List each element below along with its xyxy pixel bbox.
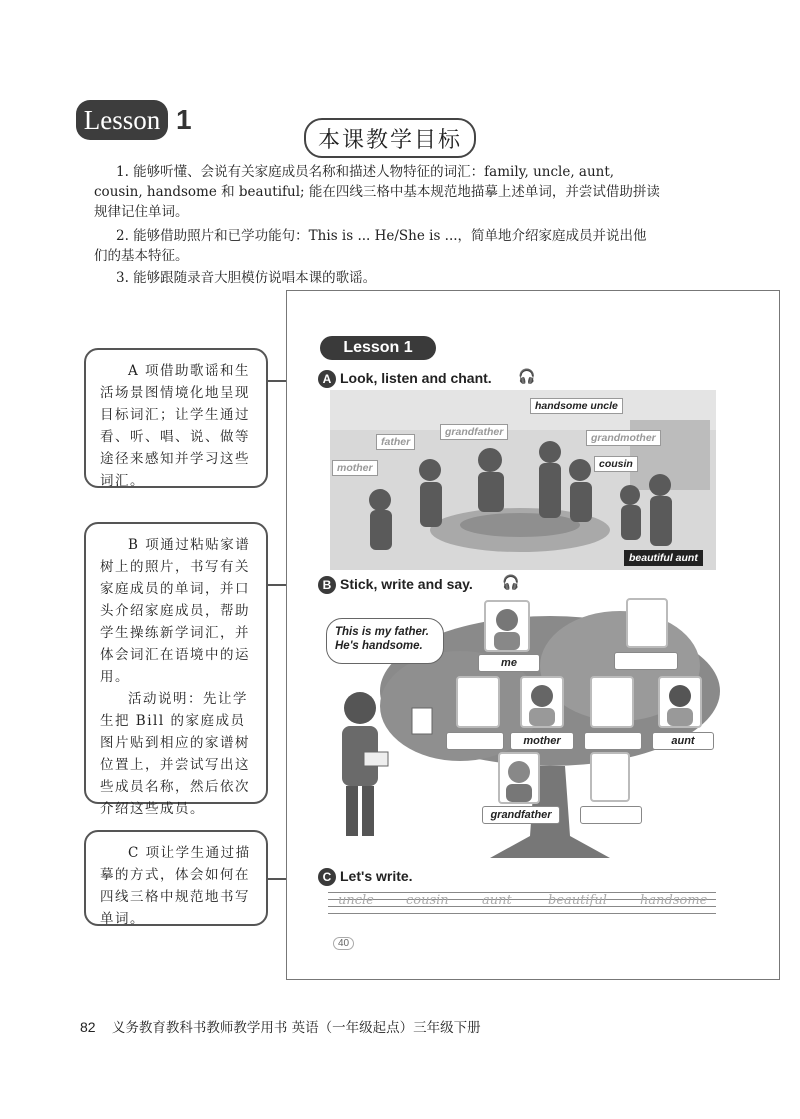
note-b-text-1: B 项通过粘贴家谱树上的照片，书写有关家庭成员的单词，并口头介绍家庭成员，帮助学生操练新学词汇，并体会词汇在语境中的运用。 [100,537,251,685]
goal-3 [94,268,704,288]
photo-frame-empty-right[interactable] [590,676,634,728]
tag-mother: mother [332,460,378,476]
page-footer [80,1016,481,1036]
photo-frame-aunt[interactable] [658,676,702,728]
note-b-text-2: 活动说明：先让学生把 Bill 的家庭成员图片贴到相应的家谱树位置上，并尝试写出这些成员名称，然后依次介绍这些成员。 [100,691,250,817]
footer-book-title: 义务教育教科书教师教学用书 英语（一年级起点）三年级下册 [111,1020,481,1036]
photo-frame-empty-top[interactable] [626,598,668,648]
write-line-4 [328,913,716,914]
tag-grandfather: grandfather [440,424,508,440]
boy-portrait-icon [486,602,528,650]
textbook-lesson-label: Lesson 1 [320,336,436,360]
lesson-word: Lesson [83,104,161,135]
headphone-icon: 🎧 [518,369,536,385]
family-dinner-illustration [330,390,716,570]
note-a [84,348,268,488]
section-a-letter: A [318,370,336,388]
textbook-page-number: 40 [333,937,354,950]
goal-3-line1: 3. 能够跟随录音大胆模仿说唱本课的歌谣。 [116,270,377,286]
note-c-text: C 项让学生通过描摹的方式，体会如何在四线三格中规范地书写单词。 [100,845,251,927]
section-c-letter: C [318,868,336,886]
tag-grandmother: grandmother [586,430,661,446]
aunt-portrait-icon [660,678,700,726]
tree-label-me: me [478,654,540,672]
section-b-title: Stick, write and say. [340,576,473,592]
note-b [84,522,268,817]
speech-line-2: He's handsome. [335,640,423,652]
photo-frame-empty-bottom[interactable] [590,752,630,802]
tree-label-blank-right[interactable] [584,732,642,750]
scene-lazy-susan [460,513,580,537]
tree-label-aunt: aunt [652,732,714,750]
section-c-title: Let's write. [340,868,413,884]
photo-frame-empty-left[interactable] [456,676,500,728]
note-c [84,830,268,926]
goal-1-line1: 1. 能够听懂、会说有关家庭成员名称和描述人物特征的词汇：family, uncle, aunt, [116,164,615,180]
section-a-title: Look, listen and chant. [340,370,492,386]
woman-portrait-icon [522,678,562,726]
tag-beautiful-aunt: beautiful aunt [624,550,703,566]
grandfather-portrait-icon [500,754,538,802]
lesson-badge [76,100,168,140]
speech-line-1: This is my father. [335,626,429,638]
lesson-number: 1 [176,104,192,135]
speech-bubble [326,618,444,664]
goals-title: 本课教学目标 [304,118,476,158]
write-word-aunt[interactable]: aunt [482,893,512,908]
goal-1-line2: cousin, handsome 和 beautiful; 能在四线三格中基本规范地描摹上述单词，并尝试借助拼读 [94,184,660,200]
goal-1 [94,162,704,222]
write-word-beautiful[interactable]: beautiful [548,893,607,908]
tag-handsome-uncle: handsome uncle [530,398,623,414]
goal-2-line1: 2. 能够借助照片和已学功能句：This is ... He/She is ...，简单地介绍家庭成员并说出他 [116,228,647,244]
photo-frame-me[interactable] [484,600,530,652]
write-word-cousin[interactable]: cousin [406,893,449,908]
write-word-handsome[interactable]: handsome [640,893,708,908]
family-dinner-scene [330,390,716,570]
goal-2 [94,226,704,266]
section-b-letter: B [318,576,336,594]
footer-page-number: 82 [80,1019,96,1035]
tree-label-blank-bottom[interactable] [580,806,642,824]
tree-label-blank-top[interactable] [614,652,678,670]
tag-cousin: cousin [594,456,638,472]
photo-frame-mother[interactable] [520,676,564,728]
tree-label-mother: mother [510,732,574,750]
tree-label-blank-left[interactable] [446,732,504,750]
tree-label-grandfather: grandfather [482,806,560,824]
goal-2-line2: 们的基本特征。 [94,248,189,264]
goal-1-line3: 规律记住单词。 [94,204,189,220]
headphone-icon-b: 🎧 [502,575,520,591]
photo-frame-grandfather[interactable] [498,752,540,804]
tag-father: father [376,434,415,450]
write-word-uncle[interactable]: uncle [338,893,374,908]
note-a-text: A 项借助歌谣和生活场景图情境化地呈现目标词汇；让学生通过看、听、唱、说、做等途径来感知并学习这些词汇。 [100,363,251,489]
